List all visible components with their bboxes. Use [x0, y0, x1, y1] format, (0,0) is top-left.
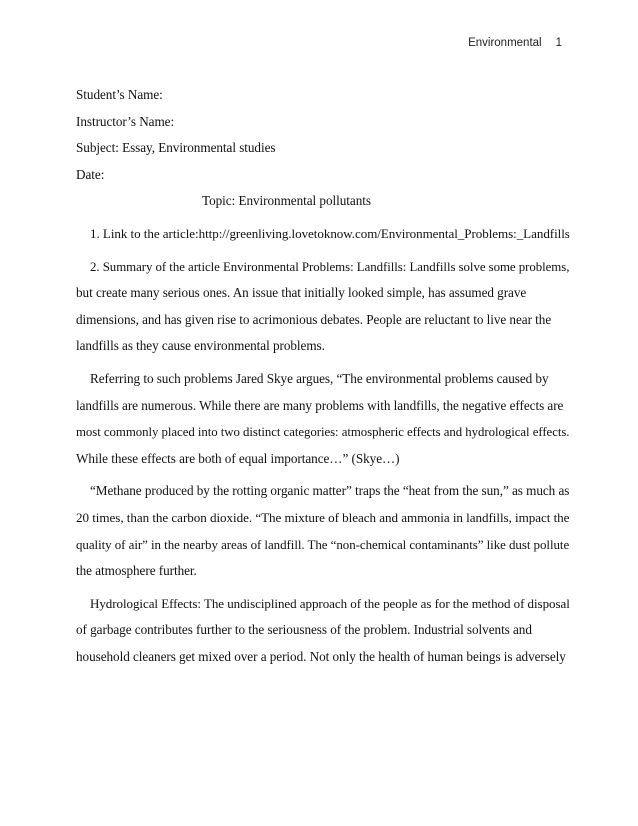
article-link-line: 1. Link to the article:http://greenliving.lovetoknow.com/Environmental_Problems:_Landfills	[90, 225, 570, 241]
instructor-name-line: Instructor’s Name:	[76, 113, 175, 129]
paragraph-line: the atmosphere further.	[76, 563, 197, 579]
paragraph-line: landfills are numerous. While there are many problems with landfills, the negative effects are	[76, 397, 564, 413]
paragraph-line: household cleaners get mixed over a period. Not only the health of human beings is adversely	[76, 648, 566, 664]
paragraph-line: “Methane produced by the rotting organic matter” traps the “heat from the sun,” as much as	[90, 483, 570, 499]
paragraph-line: Hydrological Effects: The undisciplined approach of the people as for the method of disposal	[90, 595, 570, 611]
paragraph-line: quality of air” in the nearby areas of landfill. The “non-chemical contaminants” like dust pollute	[76, 536, 570, 552]
paragraph-hydrological	[76, 591, 572, 671]
paragraph-quote	[76, 366, 572, 472]
paragraph-line: Referring to such problems Jared Skye argues, “The environmental problems caused by	[90, 370, 549, 386]
paragraph-line: dimensions, and has given rise to acrimonious debates. People are reluctant to live near the	[76, 311, 552, 327]
student-name-line: Student’s Name:	[76, 87, 163, 102]
subject-line: Subject: Essay, Environmental studies	[76, 140, 276, 156]
paragraph-line: While these effects are both of equal importance…” (Skye…)	[76, 450, 400, 466]
paragraph-summary	[76, 254, 572, 360]
page-header	[468, 37, 562, 49]
paragraph-line: landfills as they cause environmental problems.	[76, 338, 325, 354]
paragraph-line: 2. Summary of the article Environmental Problems: Landfills: Landfills solve some problems,	[90, 259, 570, 274]
paragraph-line: of garbage contributes further to the seriousness of the problem. Industrial solvents and	[76, 622, 532, 638]
running-head: Environmental	[468, 37, 542, 49]
paragraph-line: 20 times, than the carbon dioxide. “The mixture of bleach and ammonia in landfills, impact the	[76, 509, 570, 525]
document-body	[76, 82, 572, 670]
page-number: 1	[555, 37, 562, 49]
paragraph-line: most commonly placed into two distinct categories: atmospheric effects and hydrological effects.	[76, 425, 570, 440]
date-line: Date:	[76, 166, 105, 182]
topic-heading: Topic: Environmental pollutants	[202, 193, 371, 209]
paragraph-line: but create many serious ones. An issue that initially looked simple, has assumed grave	[76, 285, 527, 301]
paragraph-methane	[76, 478, 572, 584]
